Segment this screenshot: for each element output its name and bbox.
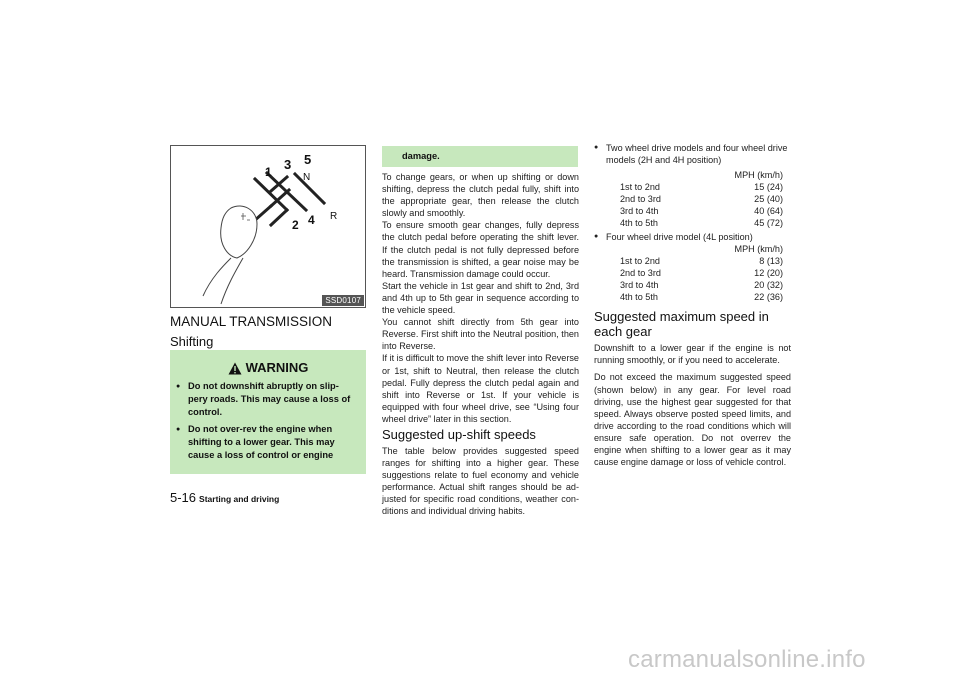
- paragraph: The table below provides suggested speed ranges for shifting into a higher gear. These suggestions relate to fuel economy and vehicle performance. Actual shift ranges should be ad- justed for specific road conditions, weather con- ditions and individual driving habits.: [382, 445, 579, 517]
- gear-label-r: R: [330, 211, 338, 222]
- speed-cell: 22 (36): [754, 292, 783, 303]
- warning-list: [170, 380, 366, 465]
- warning-item: ● Do not over-rev the engine when shifting to a lower gear. This may cause a loss of control or engine: [176, 423, 358, 463]
- page-number: 5-16: [170, 490, 197, 505]
- bullet-2wd: ● Two wheel drive models and four wheel drive models (2H and 4H position): [594, 142, 791, 166]
- warning-item: ● Do not downshift abruptly on slip- pery roads. This may cause a loss of control.: [176, 380, 358, 420]
- table-row: [594, 255, 791, 267]
- speed-cell: 12 (20): [754, 268, 783, 279]
- table-header: MPH (km/h): [734, 244, 783, 255]
- speed-cell: 45 (72): [754, 218, 783, 229]
- paragraph: To ensure smooth gear changes, fully depress the clutch pedal before operating the shift lever. If the clutch pedal is not fully depressed before the transmission is shifted, a gear noise may be heard. Transmission damage could occur.: [382, 220, 579, 279]
- paragraph: Start the vehicle in 1st gear and shift to 2nd, 3rd and 4th up to 5th gear in sequence according to the vehicle speed.: [382, 280, 579, 316]
- gear-cell: 3rd to 4th: [620, 206, 659, 217]
- table-row: [594, 279, 791, 291]
- gear-label-3: 3: [284, 157, 292, 172]
- paragraph: Do not exceed the maximum suggested speed (shown below) in any gear. For level road driving, use the highest gear suggested for that speed. Always observe posted speed limits, and drive according to the road conditions which will ensure safe operation. Do not overrev the engine when shifting to a lower gear as it may cause engine damage or loss of vehicle control.: [594, 372, 791, 468]
- table-row: [594, 217, 791, 229]
- speed-cell: 8 (13): [759, 256, 783, 267]
- gear-cell: 2nd to 3rd: [620, 194, 661, 205]
- warning-heading: [170, 360, 366, 375]
- gear-label-1: 1: [265, 165, 272, 179]
- gear-cell: 1st to 2nd: [620, 256, 660, 267]
- warning-continued-box: [382, 146, 578, 167]
- speed-table-4l: [594, 243, 791, 303]
- gear-label-n: N: [303, 172, 311, 183]
- speed-cell: 15 (24): [754, 182, 783, 193]
- speed-cell: 20 (32): [754, 280, 783, 291]
- gear-cell: 4th to 5th: [620, 292, 658, 303]
- section-title-shifting: Shifting: [170, 334, 214, 349]
- section-title-upshift: Suggested up-shift speeds: [382, 426, 536, 442]
- speed-table-2h-4h: [594, 169, 791, 229]
- table-row: [594, 205, 791, 217]
- watermark: carmanualsonline.info: [628, 646, 866, 673]
- column-2: [382, 171, 579, 518]
- table-row: [594, 193, 791, 205]
- speed-cell: 25 (40): [754, 194, 783, 205]
- bullet-4l: ● Four wheel drive model (4L position): [594, 231, 791, 243]
- table-row: [594, 181, 791, 193]
- warning-box: [170, 350, 366, 474]
- gear-label-2: 2: [292, 218, 299, 232]
- figure-code: SSD0107: [322, 295, 364, 306]
- section-title-max-speed: Suggested maximum speed in each gear: [594, 309, 769, 340]
- paragraph: You cannot shift directly from 5th gear into Reverse. First shift into the Neutral position, then into Reverse.: [382, 317, 579, 352]
- gear-cell: 4th to 5th: [620, 218, 658, 229]
- warning-title: WARNING: [245, 360, 309, 375]
- gear-cell: 1st to 2nd: [620, 182, 660, 193]
- shift-pattern-figure: [170, 145, 366, 308]
- gear-cell: 3rd to 4th: [620, 280, 659, 291]
- paragraph: If it is difficult to move the shift lever into Reverse or 1st, shift to Neutral, then release the clutch pedal. Fully depress the clutch pedal again and shift into Reverse or 1st. If your vehicle is equipped with four wheel drive, see “Using four wheel drive” later in this section.: [382, 353, 579, 424]
- gear-label-4: 4: [308, 213, 315, 227]
- gear-cell: 2nd to 3rd: [620, 268, 661, 279]
- paragraph: Downshift to a lower gear if the engine is not running smoothly, or if you need to accelerate.: [594, 343, 791, 366]
- table-row: [594, 291, 791, 303]
- page-footer: [170, 490, 279, 505]
- table-header: MPH (km/h): [734, 170, 783, 181]
- warning-continued-text: damage.: [402, 151, 440, 161]
- gear-shift-diagram: [171, 146, 365, 307]
- speed-cell: 40 (64): [754, 206, 783, 217]
- footer-section: Starting and driving: [199, 494, 280, 504]
- gear-label-5: 5: [304, 152, 312, 167]
- column-3: [594, 142, 791, 473]
- paragraph: To change gears, or when up shifting or down shifting, depress the clutch pedal fully, shift into the appropriate gear, then release the clutch slowly and smoothly.: [382, 172, 579, 219]
- page-title: MANUAL TRANSMISSION: [170, 314, 333, 329]
- table-row: [594, 267, 791, 279]
- warning-triangle-icon: [228, 362, 242, 375]
